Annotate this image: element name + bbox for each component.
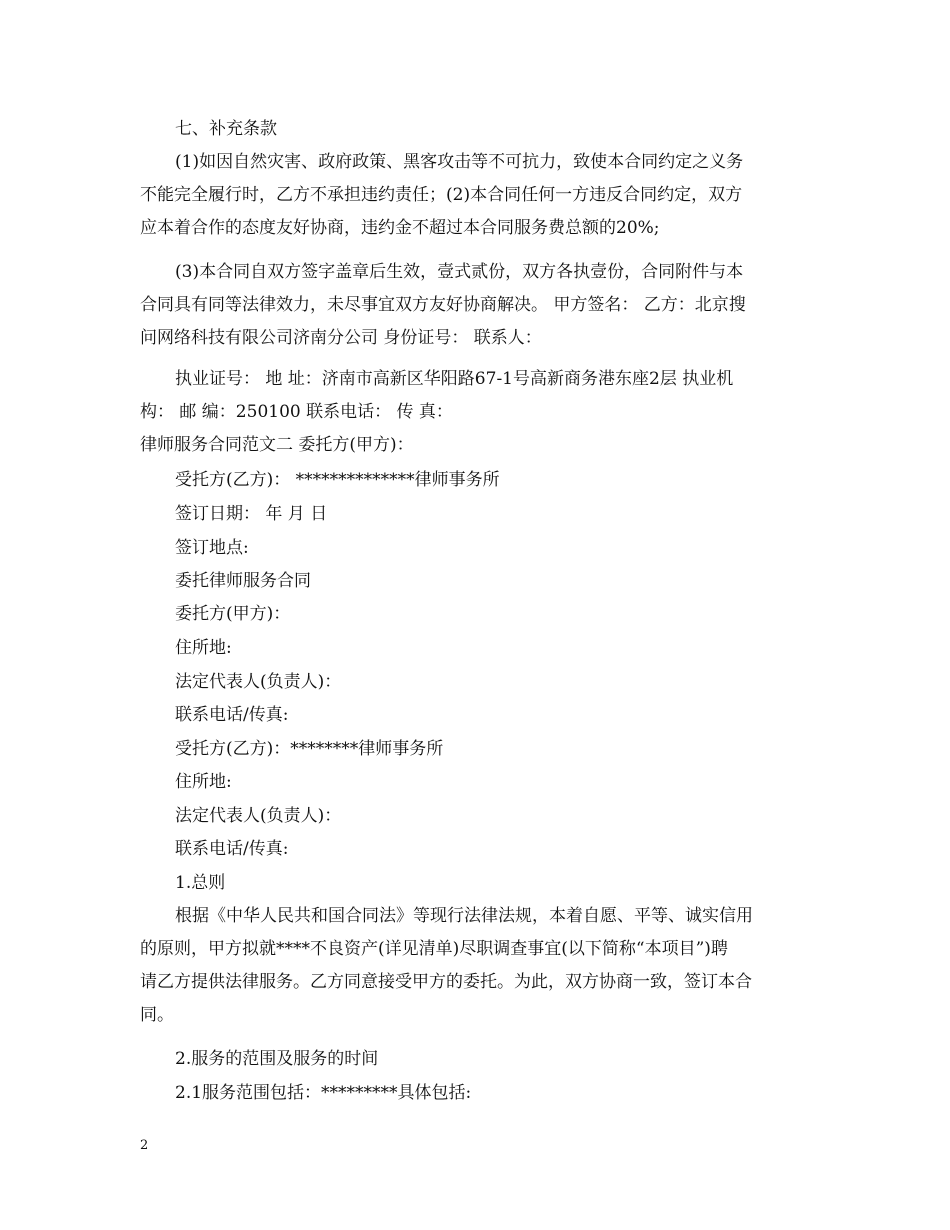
- contract-title: 委托律师服务合同: [175, 571, 311, 591]
- section-heading-general: 1.总则: [175, 873, 226, 893]
- paragraph-line: 问网络科技有限公司济南分公司 身份证号： 联系人：: [140, 328, 542, 348]
- paragraph-line: 请乙方提供法律服务。乙方同意接受甲方的委托。为此，双方协商一致，签订本合: [140, 972, 752, 992]
- field-line: 联系电话/传真:: [175, 839, 289, 859]
- paragraph-line: 不能完全履行时，乙方不承担违约责任；(2)本合同任何一方违反合同约定，双方: [140, 185, 743, 205]
- field-line: 签订地点:: [175, 538, 249, 558]
- paragraph-line: (1)如因自然灾害、政府政策、黑客攻击等不可抗力，致使本合同约定之义务: [175, 152, 744, 172]
- paragraph-line: 的原则，甲方拟就****不良资产(详见清单)尽职调查事宜(以下简称“本项目”)聘: [140, 939, 728, 959]
- paragraph-line: 构： 邮 编：250100 联系电话： 传 真：: [140, 402, 453, 422]
- field-line: 受托方(乙方)： **************律师事务所: [175, 470, 500, 490]
- paragraph-line: 执业证号： 地 址：济南市高新区华阳路67-1号高新商务港东座2层 执业机: [175, 369, 734, 389]
- field-line: 受托方(乙方)：********律师事务所: [175, 739, 444, 759]
- page-number: 2: [140, 1138, 149, 1153]
- paragraph-line: 合同具有同等法律效力，未尽事宜双方友好协商解决。 甲方签名： 乙方：北京搜: [140, 295, 746, 315]
- section-heading-supplementary: 七、补充条款: [175, 119, 277, 139]
- field-line: 法定代表人(负责人)：: [175, 806, 342, 826]
- field-line: 委托方(甲方)：: [175, 604, 291, 624]
- document-title-line: 律师服务合同范文二 委托方(甲方)：: [140, 435, 414, 455]
- field-line: 住所地:: [175, 638, 232, 658]
- field-line: 签订日期： 年 月 日: [175, 504, 328, 524]
- field-line: 联系电话/传真:: [175, 705, 289, 725]
- field-line: 法定代表人(负责人)：: [175, 672, 342, 692]
- field-line: 住所地:: [175, 772, 232, 792]
- paragraph-line: (3)本合同自双方签字盖章后生效，壹式贰份，双方各执壹份，合同附件与本: [175, 262, 744, 282]
- section-heading-scope: 2.服务的范围及服务的时间: [175, 1049, 379, 1069]
- paragraph-line: 应本着合作的态度友好协商，违约金不超过本合同服务费总额的20%;: [140, 218, 660, 238]
- paragraph-line: 2.1服务范围包括：*********具体包括:: [175, 1083, 472, 1103]
- paragraph-line: 根据《中华人民共和国合同法》等现行法律法规，本着自愿、平等、诚实信用: [175, 906, 753, 926]
- paragraph-line: 同。: [140, 1005, 174, 1025]
